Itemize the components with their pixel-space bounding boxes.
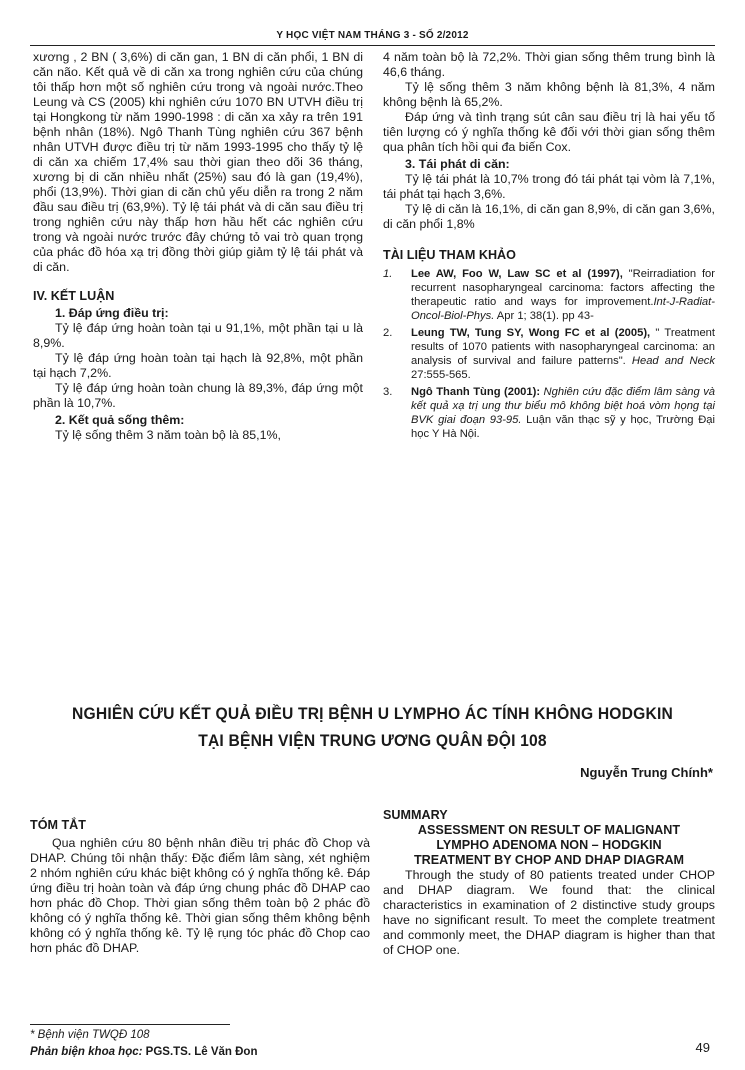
reference-number: 2. bbox=[383, 327, 393, 339]
reviewer-label: Phản biện khoa học: bbox=[30, 1046, 143, 1058]
summary-text: Through the study of 80 patients treated under CHOP and DHAP diagram. We found that: the clinical characteristics in examination of 2 distinctive study groups have no significant result. To meet the complete treatment and commonly meet, the DHAP diagram is higher than that of CHOP one. bbox=[383, 868, 715, 957]
reference-number: 3. bbox=[383, 386, 393, 398]
reference-tail: 27:555-565. bbox=[411, 369, 471, 381]
reviewer-name: PGS.TS. Lê Văn Đon bbox=[142, 1046, 258, 1058]
article-title-line: NGHIÊN CỨU KẾT QUẢ ĐIỀU TRỊ BỆNH U LYMPHO ÁC TÍNH KHÔNG HODGKIN bbox=[72, 704, 673, 723]
reference-item bbox=[383, 267, 715, 323]
abstract-section bbox=[30, 818, 370, 956]
abstract-text: Qua nghiên cứu 80 bệnh nhân điều trị phác đồ Chop và DHAP. Chúng tôi nhận thấy: Đặc điểm lâm sàng, xét nghiệm 2 nhóm nghiên cứu khác biệt không có ý nghĩa thống kê. Đáp ứng điều trị hoàn toàn và đáp ứng chung phác đồ DHAP cao hơn phác đồ Chop. Thời gian sống thêm toàn bộ 2 phác đồ không có ý nghĩa thống kê. Thời gian sống thêm không bệnh không có ý nghĩa thống kê. Tỷ lệ rụng tóc phác đồ Chop cao hơn phác đồ DHAP. bbox=[30, 836, 370, 955]
reference-list bbox=[383, 267, 715, 441]
reference-journal: Int-J-Radiat-Oncol-Biol-Phys. bbox=[411, 296, 715, 322]
summary-title-line: ASSESSMENT ON RESULT OF MALIGNANT bbox=[417, 823, 681, 837]
conclusion-paragraph: Tỷ lệ sống thêm 3 năm toàn bộ là 85,1%, bbox=[55, 428, 281, 442]
conclusion-heading: IV. KẾT LUẬN bbox=[33, 289, 115, 303]
conclusion-paragraph: Tỷ lệ đáp ứng hoàn toàn tại hạch là 92,8%, một phần tại hạch 7,2%. bbox=[33, 351, 363, 380]
footnote-affiliation: * Bệnh viện TWQĐ 108 bbox=[30, 1029, 150, 1041]
summary-section bbox=[383, 808, 715, 958]
conclusion-paragraph: Tỷ lệ tái phát là 10,7% trong đó tái phát tại vòm là 7,1%, tái phát tại hạch 3,6%. bbox=[383, 172, 715, 201]
journal-header: Y HỌC VIỆT NAM THÁNG 3 - SỐ 2/2012 bbox=[276, 30, 469, 41]
subheading-response: 1. Đáp ứng điều trị: bbox=[55, 306, 169, 320]
reference-tail: Apr 1; 38(1). pp 43- bbox=[494, 310, 594, 322]
conclusion-paragraph: 4 năm toàn bộ là 72,2%. Thời gian sống thêm trung bình là 46,6 tháng. bbox=[383, 50, 715, 79]
reference-text: " Treatment results of 1070 patients with nasopharyngeal carcinoma: an analysis of survival and failure patterns". bbox=[411, 327, 715, 367]
page-number: 49 bbox=[695, 1040, 710, 1055]
conclusion-paragraph: Tỷ lệ đáp ứng hoàn toàn tại u 91,1%, một phần tại u là 8,9%. bbox=[33, 321, 363, 350]
article-title-line: TẠI BỆNH VIỆN TRUNG ƯƠNG QUÂN ĐỘI 108 bbox=[198, 731, 547, 750]
reference-journal: Nghiên cứu đặc điểm lâm sàng và kết quả xạ trị ung thư biểu mô không biệt hoá vòm họng tại BVK giai đoạn 93-95. bbox=[411, 386, 716, 426]
subheading-recurrence: 3. Tái phát di căn: bbox=[405, 157, 510, 171]
conclusion-paragraph: Đáp ứng và tình trạng sút cân sau điều trị là hai yếu tố tiên lượng có ý nghĩa thống kê đối với thời gian sống thêm qua phân tích hồi qui đa biến Cox. bbox=[383, 110, 715, 154]
reference-text: "Reirradiation for recurrent nasopharyngeal carcinoma: factors affecting the therapeutic ratio and ways for improvement. bbox=[411, 268, 715, 308]
conclusion-paragraph: Tỷ lệ sống thêm 3 năm không bệnh là 81,3%, 4 năm không bệnh là 65,2%. bbox=[383, 80, 715, 109]
summary-title-line: LYMPHO ADENOMA NON – HODGKIN bbox=[436, 838, 662, 852]
conclusion-paragraph: Tỷ lệ đáp ứng hoàn toàn chung là 89,3%, đáp ứng một phần là 10,7%. bbox=[33, 381, 363, 410]
reference-authors: Ngô Thanh Tùng (2001): bbox=[411, 386, 541, 398]
conclusion-paragraph: Tỷ lệ di căn là 16,1%, di căn gan 8,9%, di căn gan 3,6%, di căn phổi 1,8% bbox=[383, 202, 715, 231]
references-heading: TÀI LIỆU THAM KHẢO bbox=[383, 248, 516, 262]
summary-heading: SUMMARY bbox=[383, 808, 448, 822]
reference-journal: Head and Neck bbox=[631, 355, 715, 367]
footnote-rule bbox=[30, 1024, 230, 1025]
reference-number: 1. bbox=[383, 268, 393, 280]
reference-authors: Lee AW, Foo W, Law SC et al (1997), bbox=[411, 268, 623, 280]
reference-authors: Leung TW, Tung SY, Wong FC et al (2005), bbox=[411, 327, 651, 339]
reference-tail: Luận văn thạc sỹ y học, Trường Đại học Y Hà Nội. bbox=[411, 414, 715, 440]
author-name: Nguyễn Trung Chính* bbox=[580, 765, 713, 780]
right-column bbox=[383, 50, 715, 444]
abstract-heading: TÓM TẮT bbox=[30, 818, 86, 832]
subheading-survival: 2. Kết quả sống thêm: bbox=[55, 413, 185, 427]
left-column bbox=[33, 50, 363, 443]
discussion-paragraph: xương , 2 BN ( 3,6%) di căn gan, 1 BN di căn phổi, 1 BN di căn não. Kết quả về di căn xa trong nghiên cứu của chúng tôi thấp hơn một số nghiên cứu trong và ngoài nước.Theo Leung và CS (2005) khi nghiên cứu 1070 BN UTVH điều trị tại Hongkong từ năm 1990-1998 : di căn xa xảy ra trên 191 bệnh nhân (18%). Ngô Thanh Tùng nghiên cứu 367 bệnh nhân UTVH được điều trị từ năm 1993-1995 cho thấy tỷ lệ di căn xa chiếm 17,4% sau thời gian theo dõi 36 tháng, xương bị di căn nhiều nhất (25%) sau đó là gan (19,4%), phổi (13,9%). Thời gian di căn chủ yếu diễn ra trong 2 năm đầu sau điều trị (63,9%). Tỷ lệ tái phát và di căn sau điều trị trong nghiên cứu này thấp hơn hầu hết các nghiên cứu trong và ngoài nước trước đây chứng tỏ vai trò quan trọng của phác đồ hóa xạ trị đồng thời giúp giảm tỷ lệ tái phát và di căn. bbox=[33, 50, 363, 274]
article-title bbox=[57, 700, 687, 754]
summary-title-line: TREATMENT BY CHOP AND DHAP DIAGRAM bbox=[413, 853, 685, 867]
footnote-reviewer bbox=[30, 1046, 258, 1058]
header-rule bbox=[30, 45, 715, 46]
reference-item bbox=[383, 326, 715, 382]
reference-item bbox=[383, 385, 715, 441]
